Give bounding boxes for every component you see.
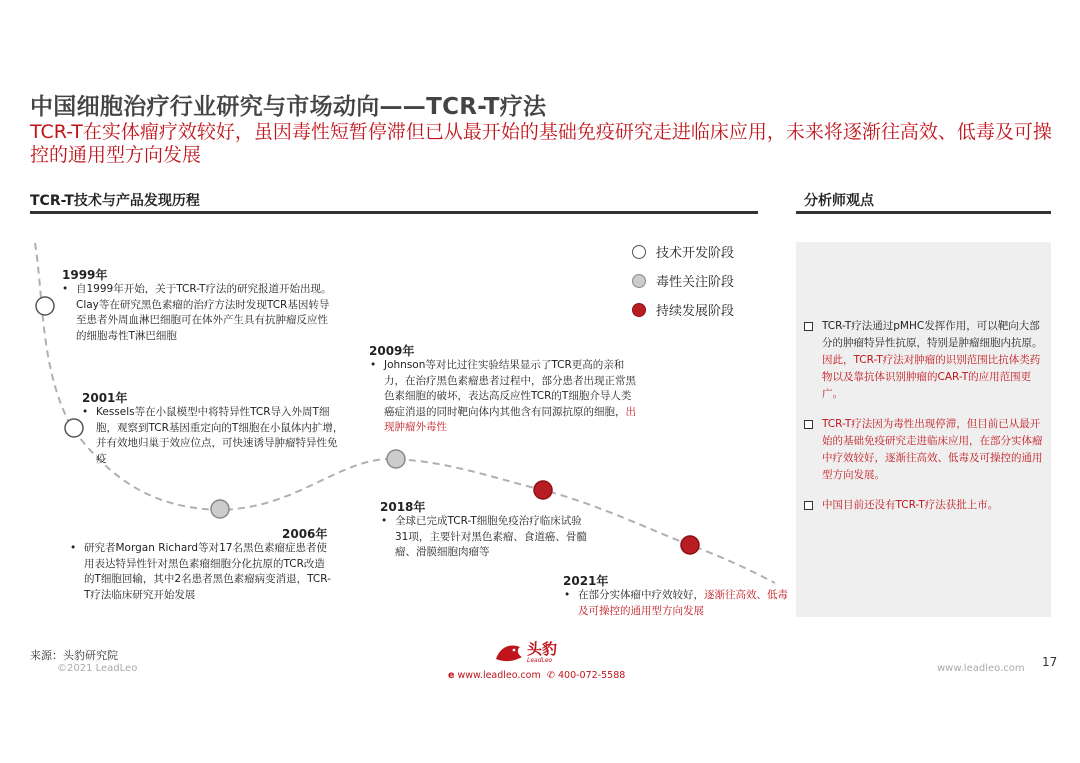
checkbox-bullet-icon xyxy=(804,420,813,429)
phone-number xyxy=(547,670,625,681)
analyst-point-2 xyxy=(804,416,1048,484)
timeline-year-2009: 2009年 xyxy=(369,344,415,358)
website-link[interactable] xyxy=(448,670,541,681)
analyst-point-highlight: TCR-T疗法因为毒性出现停滞，但目前已从最开始的基础免疫研究走进临床应用，在部分实体瘤中疗效较好，逐渐往高效、低毒及可操控的通用型方向发展。 xyxy=(822,418,1043,481)
timeline-event-text: 在部分实体瘤中疗效较好， xyxy=(578,589,704,601)
footer-url[interactable]: www.leadleo.com xyxy=(937,663,1025,674)
page-title: 中国细胞治疗行业研究与市场动向——TCR-T疗法 xyxy=(30,94,547,120)
analyst-point-highlight: 中国目前还没有TCR-T疗法获批上市。 xyxy=(822,499,999,511)
legend-continued xyxy=(632,300,734,319)
page-number: 17 xyxy=(1042,655,1058,669)
bullet: • xyxy=(70,542,77,554)
analyst-section-rule xyxy=(796,211,1051,214)
timeline-node-2006 xyxy=(211,500,229,518)
legend-label-development: 技术开发阶段 xyxy=(656,246,735,261)
timeline-event-highlight: 出现肿瘤外毒性 xyxy=(384,405,636,433)
timeline-node-2021 xyxy=(681,536,699,554)
timeline-event-text: 全球已完成TCR-T细胞免疫治疗临床试验31项，主要针对黑色素瘤、食道癌、骨髓瘤、滑膜细胞肉瘤等 xyxy=(395,515,587,558)
leadleo-logo xyxy=(494,641,557,665)
bullet: • xyxy=(564,589,571,601)
timeline-event-2001 xyxy=(82,405,347,467)
analyst-section-heading: 分析师观点 xyxy=(804,193,874,209)
globe-icon: e xyxy=(448,670,455,681)
timeline-node-2009 xyxy=(387,450,405,468)
bullet: • xyxy=(82,406,89,418)
timeline-section-heading: TCR-T技术与产品发现历程 xyxy=(30,193,200,209)
timeline-event-2009 xyxy=(370,358,638,436)
bullet: • xyxy=(381,515,388,527)
page-subtitle: TCR-T在实体瘤疗效较好，虽因毒性短暂停滞但已从最开始的基础免疫研究走进临床应用，未来将逐渐往高效、低毒及可操控的通用型方向发展 xyxy=(30,121,1052,166)
checkbox-bullet-icon xyxy=(804,322,813,331)
legend-label-continued: 持续发展阶段 xyxy=(656,304,735,319)
timeline-year-2021: 2021年 xyxy=(563,574,609,588)
timeline-event-text: 自1999年开始，关于TCR-T疗法的研究报道开始出现。Clay等在研究黑色素瘤的治疗方法时发现TCR基因转导至患者外周血淋巴细胞可在体外产生具有抗肿瘤反应性的细胞毒性T淋巴细胞 xyxy=(76,283,332,342)
timeline-event-2006 xyxy=(70,541,332,603)
bullet: • xyxy=(62,283,69,295)
legend-marker-development xyxy=(632,245,646,259)
copyright: ©2021 LeadLeo xyxy=(57,663,138,674)
phone-icon: ✆ xyxy=(547,670,555,681)
timeline-node-2001 xyxy=(65,419,83,437)
legend-development xyxy=(632,242,734,261)
bullet: • xyxy=(370,359,377,371)
logo-text: 头豹 xyxy=(527,640,558,658)
analyst-point-highlight: 因此，TCR-T疗法对肿瘤的识别范围比抗体类药物以及靠抗体识别肿瘤的CAR-T的应用范围更广。 xyxy=(822,354,1041,400)
timeline-year-2006: 2006年 xyxy=(282,527,328,541)
source-note: 来源：头豹研究院 xyxy=(30,649,118,662)
checkbox-bullet-icon xyxy=(804,501,813,510)
timeline-event-text: Kessels等在小鼠模型中将特异性TCR导入外周T细胞，观察到TCR基因重定向的T细胞在小鼠体内扩增，并有效地归巢于效应位点，可快速诱导肿瘤特异性免疫 xyxy=(96,406,344,465)
legend-toxicity xyxy=(632,271,734,290)
timeline-event-2021 xyxy=(564,588,789,619)
timeline-node-1999 xyxy=(36,297,54,315)
analyst-point-1 xyxy=(804,318,1048,403)
timeline-year-2018: 2018年 xyxy=(380,500,426,514)
timeline-node-2018 xyxy=(534,481,552,499)
timeline-year-2001: 2001年 xyxy=(82,391,128,405)
analyst-point-text: TCR-T疗法通过pMHC发挥作用，可以靶向大部分的肿瘤特异性抗原，特别是肿瘤细胞内抗原。 xyxy=(822,320,1043,349)
leopard-icon xyxy=(494,641,524,665)
legend-marker-continued xyxy=(632,303,646,317)
timeline-event-text: 研究者Morgan Richard等对17名黑色素瘤症患者使用表达特异性针对黑色素瘤细胞分化抗原的TCR改造的T细胞回输，其中2名患者黑色素瘤病变消退，TCR-T疗法临床研究开始发展 xyxy=(84,542,331,601)
timeline-event-2018 xyxy=(381,514,593,561)
timeline-year-1999: 1999年 xyxy=(62,268,108,282)
analyst-point-3 xyxy=(804,497,1048,514)
legend-label-toxicity: 毒性关注阶段 xyxy=(656,275,735,290)
website-text: www.leadleo.com xyxy=(457,670,541,681)
phone-text: 400-072-5588 xyxy=(558,670,626,681)
legend-marker-toxicity xyxy=(632,274,646,288)
logo-subtext: LeadLeo xyxy=(527,657,553,664)
timeline-event-1999 xyxy=(62,282,332,344)
timeline-event-text: Johnson等对比过往实验结果显示了TCR更高的亲和力，在治疗黑色素瘤患者过程中，部分患者出现正常黑色素细胞的破坏，表达高反应性TCR的T细胞介导人类癌症消退的同时靶向体内其他含有同源抗原的细胞， xyxy=(384,359,636,418)
timeline-event-highlight: 逐渐往高效、低毒及可操控的通用型方向发展 xyxy=(578,589,788,617)
